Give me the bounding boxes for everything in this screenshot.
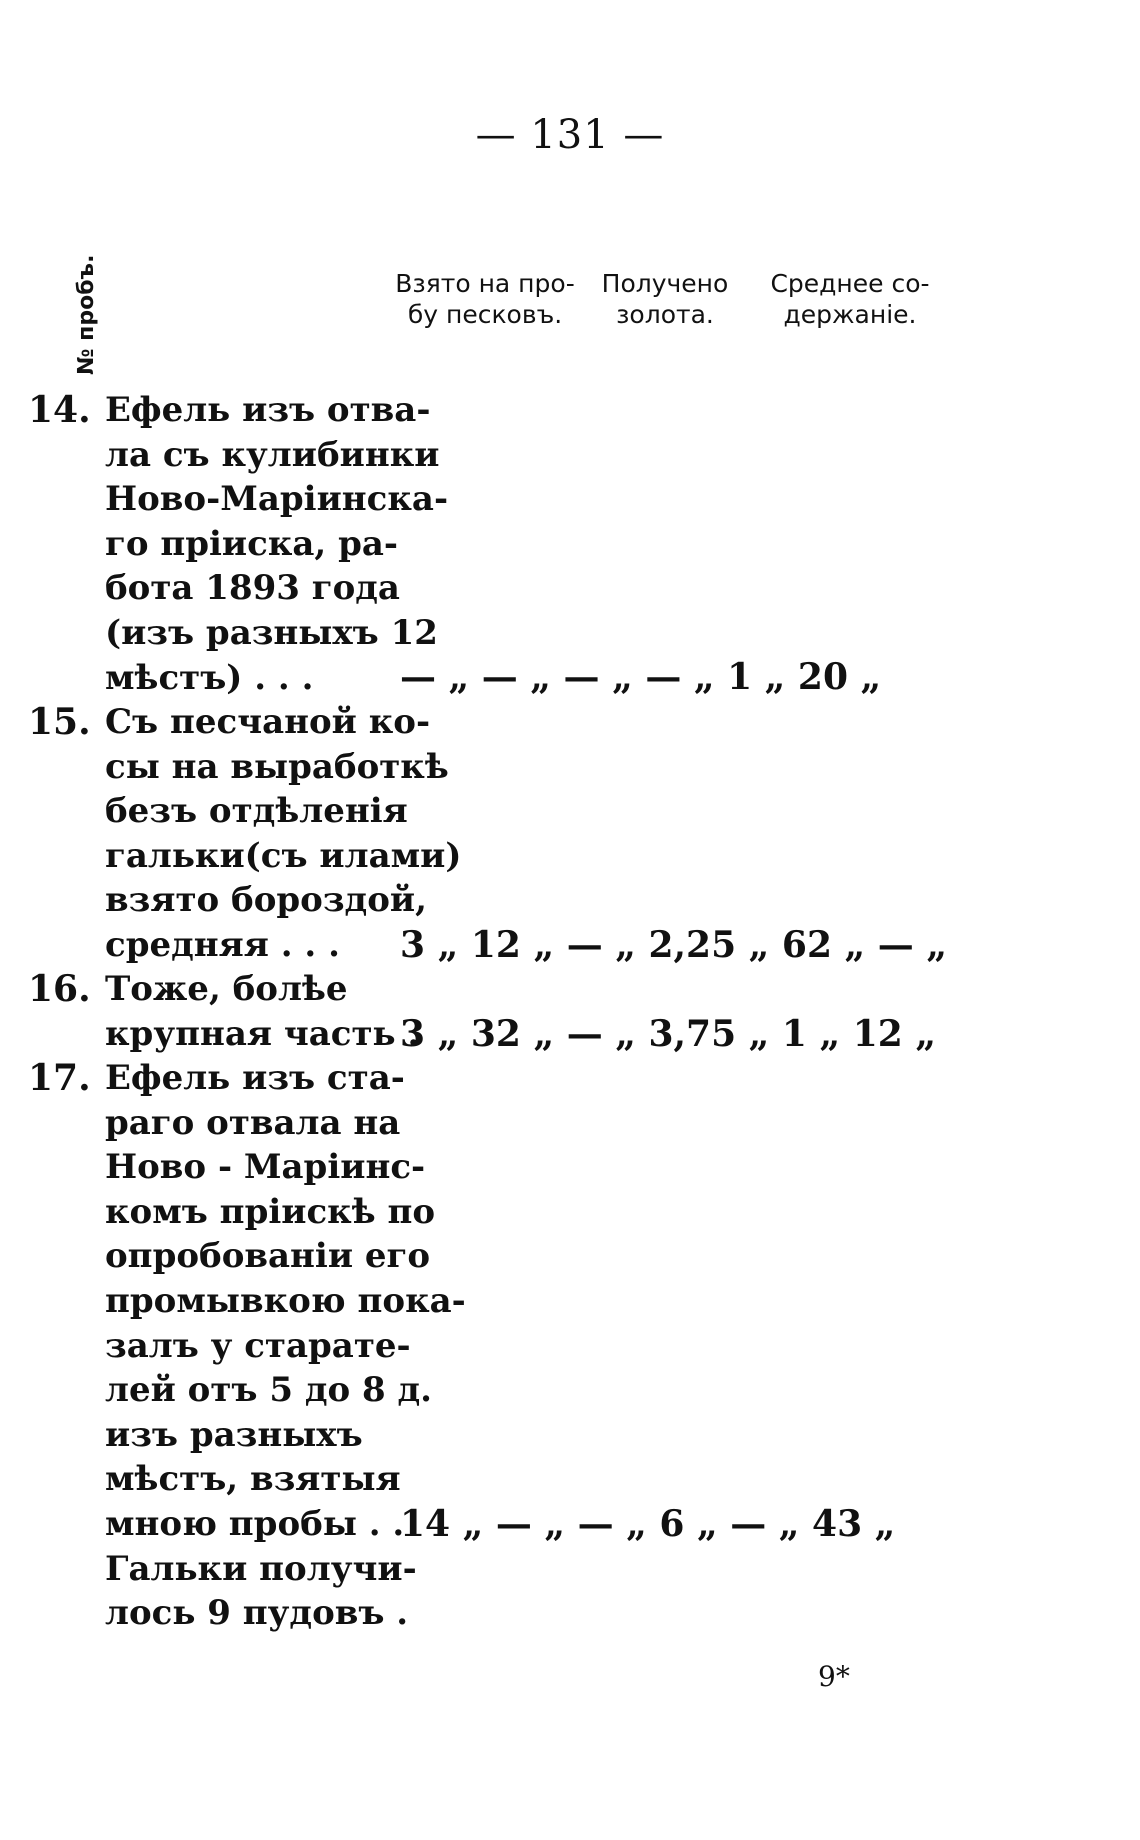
entry-values: — „ — „ — „ — „ 1 „ 20 „ xyxy=(400,656,882,698)
column-header-line: держаніе. xyxy=(783,300,917,329)
entry-values: 14 „ — „ — „ 6 „ — „ 43 „ xyxy=(400,1503,896,1545)
column-header-line: Получено xyxy=(601,269,729,298)
description-line: лей отъ 5 до 8 д. xyxy=(105,1370,432,1411)
description-line: мѣстъ) . . . xyxy=(105,657,314,698)
column-header-line: золота. xyxy=(616,300,714,329)
column-header-gold-obtained xyxy=(565,268,765,330)
description-line: взято бороздой, xyxy=(105,880,427,921)
description-line: средняя . . . xyxy=(105,924,340,965)
entry-description xyxy=(105,1056,466,1636)
description-line: Тоже, болѣе xyxy=(105,969,348,1009)
description-line: залъ у старате- xyxy=(105,1325,411,1366)
description-line: опробованіи его xyxy=(105,1236,431,1277)
entry-values: 3 „ 32 „ — „ 3,75 „ 1 „ 12 „ xyxy=(400,1013,937,1055)
description-line: Ефель изъ отва- xyxy=(105,390,431,430)
column-label-sample-number: № пробъ. xyxy=(74,254,99,375)
description-line: Гальки получи- xyxy=(105,1548,417,1589)
entry-description xyxy=(105,388,449,700)
description-line: комъ пріискѣ по xyxy=(105,1191,436,1232)
column-header-line: бу песковъ. xyxy=(407,300,563,329)
description-line: бота 1893 года xyxy=(105,568,400,609)
description-line: безъ отдѣленія xyxy=(105,791,408,832)
entry-number: 14. xyxy=(28,389,91,431)
description-line: го пріиска, ра- xyxy=(105,523,399,564)
description-line: изъ разныхъ xyxy=(105,1414,363,1455)
entry-description xyxy=(105,700,462,968)
description-line: Ефель изъ ста- xyxy=(105,1058,405,1098)
page-number: — 131 — xyxy=(475,112,665,158)
description-line: гальки(съ илами) xyxy=(105,835,462,876)
description-line: крупная часть . xyxy=(105,1013,420,1054)
description-line: мною пробы . . xyxy=(105,1503,405,1544)
column-header-line: Взято на про- xyxy=(395,269,575,298)
description-line: промывкою пока- xyxy=(105,1280,466,1321)
signature-mark: 9* xyxy=(818,1660,850,1693)
description-line: ла съ кулибинки xyxy=(105,434,440,475)
entry-number: 15. xyxy=(28,701,91,743)
entry-number: 17. xyxy=(28,1057,91,1099)
description-line: Ново - Маріинс- xyxy=(105,1147,426,1188)
entry-description xyxy=(105,967,420,1056)
description-line: сы на выработкѣ xyxy=(105,746,449,787)
description-line: Съ песчаной ко- xyxy=(105,702,431,742)
column-header-line: Среднее со- xyxy=(770,269,930,298)
entry-number: 16. xyxy=(28,968,91,1010)
column-header-average-content xyxy=(750,268,950,330)
description-line: Ново-Маріинска- xyxy=(105,479,449,520)
description-line: лось 9 пудовъ . xyxy=(105,1593,409,1634)
description-line: раго отвала на xyxy=(105,1102,401,1143)
description-line: мѣстъ, взятыя xyxy=(105,1459,401,1500)
entry-values: 3 „ 12 „ — „ 2,25 „ 62 „ — „ xyxy=(400,924,948,966)
column-header-sand-taken xyxy=(385,268,585,330)
description-line: (изъ разныхъ 12 xyxy=(105,612,438,653)
